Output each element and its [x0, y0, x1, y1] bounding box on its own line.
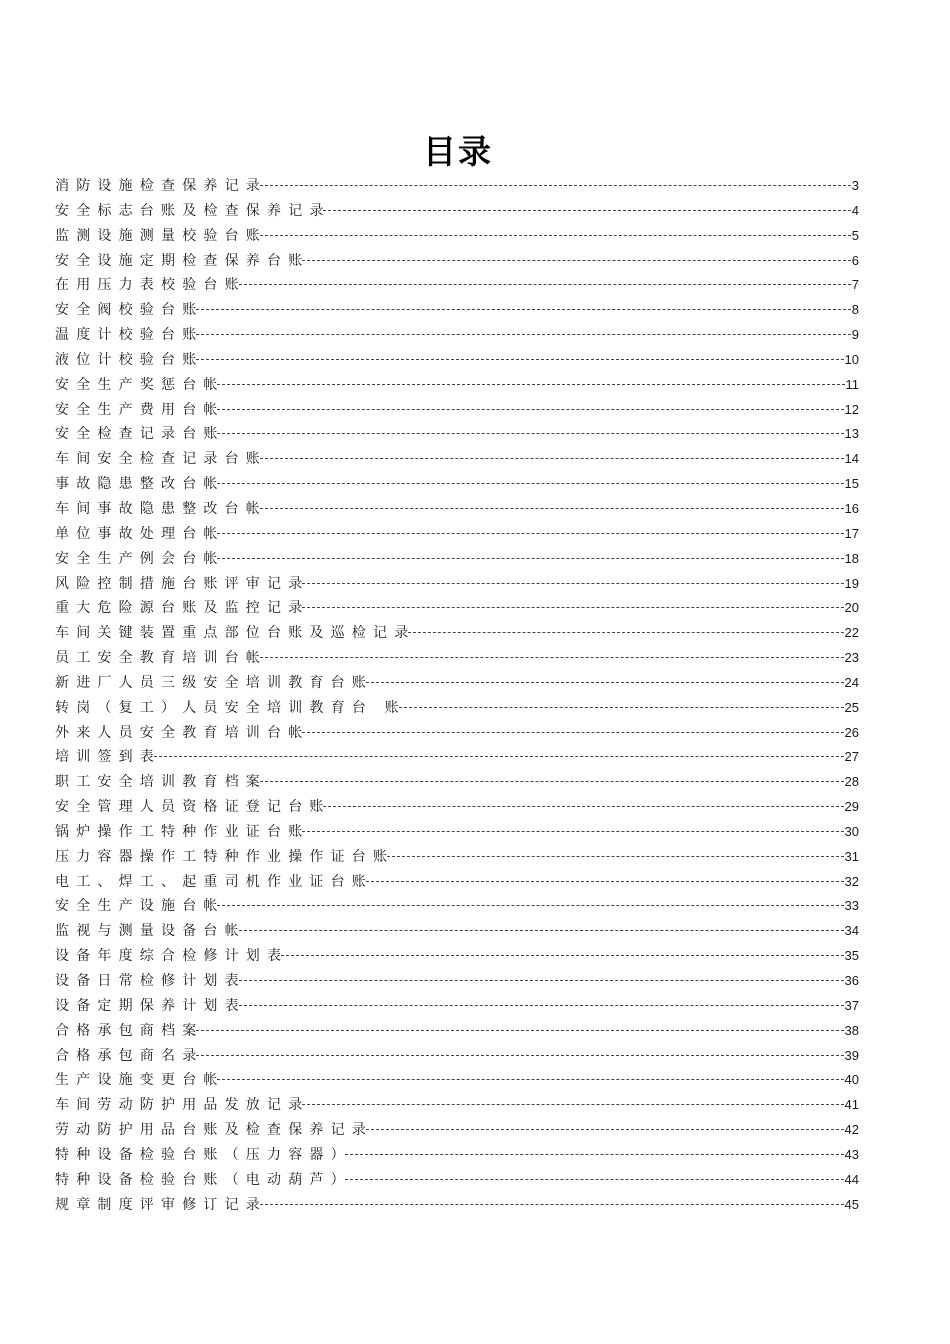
toc-entry-page-number: 29	[844, 799, 859, 815]
toc-dot-leader	[366, 881, 844, 882]
toc-entry-title: 车间事故隐患整改台帐	[55, 500, 267, 517]
toc-entry-title: 安全生产例会台帐	[55, 550, 225, 567]
toc-entry[interactable]	[55, 224, 859, 249]
toc-entry-title: 车间安全检查记录台账	[55, 451, 267, 468]
toc-entry[interactable]	[55, 174, 859, 199]
toc-entry-title: 合格承包商名录	[55, 1047, 204, 1064]
toc-entry-page-number: 19	[844, 575, 859, 591]
toc-entry[interactable]	[55, 547, 859, 572]
toc-entry-page-number: 31	[844, 848, 859, 864]
toc-entry-title: 安全设施定期检查保养台账	[55, 252, 310, 269]
toc-dot-leader	[302, 607, 843, 608]
toc-entry[interactable]	[55, 944, 859, 969]
toc-entry[interactable]	[55, 298, 859, 323]
toc-entry-page-number: 39	[844, 1047, 859, 1063]
toc-entry-page-number: 44	[844, 1171, 859, 1187]
toc-entry-title: 安全生产奖惩台帐	[55, 376, 225, 393]
toc-entry-page-number: 22	[844, 625, 859, 641]
toc-entry-page-number: 8	[851, 302, 859, 318]
toc-entry-page-number: 18	[844, 550, 859, 566]
toc-entry-page-number: 17	[844, 525, 859, 541]
toc-entry[interactable]	[55, 969, 859, 994]
toc-dot-leader	[260, 1204, 844, 1205]
toc-dot-leader	[387, 856, 844, 857]
toc-dot-leader	[196, 1055, 843, 1056]
toc-dot-leader	[345, 1179, 844, 1180]
toc-entry-page-number: 36	[844, 973, 859, 988]
toc-dot-leader	[366, 1129, 844, 1130]
toc-dot-leader	[260, 657, 844, 658]
toc-entry-title: 安全检查记录台账	[55, 426, 225, 443]
toc-entry-title: 特种设备检验台账（压力容器）	[55, 1146, 352, 1163]
toc-entry-title: 车间劳动防护用品发放记录	[55, 1097, 310, 1114]
toc-entry[interactable]	[55, 447, 859, 472]
toc-entry-title: 风险控制措施台账评审记录	[55, 575, 310, 592]
toc-dot-leader	[302, 732, 843, 733]
toc-entry[interactable]	[55, 596, 859, 621]
toc-entry-title: 规章制度评审修订记录	[55, 1196, 267, 1213]
toc-entry-page-number: 16	[844, 500, 859, 516]
toc-entry-title: 监视与测量设备台帐	[55, 923, 246, 940]
toc-entry-page-number: 33	[844, 898, 859, 914]
toc-entry[interactable]	[55, 323, 859, 348]
toc-entry-title: 温度计校验台账	[55, 327, 204, 344]
toc-entry[interactable]	[55, 795, 859, 820]
toc-entry[interactable]	[55, 770, 859, 795]
toc-entry[interactable]	[55, 721, 859, 746]
toc-entry-page-number: 25	[844, 699, 859, 715]
toc-entry[interactable]	[55, 671, 859, 696]
toc-entry-page-number: 10	[844, 351, 859, 367]
toc-entry-title: 安全管理人员资格证登记台账	[55, 799, 331, 816]
toc-entry[interactable]	[55, 1193, 859, 1218]
toc-entry-title: 监测设施测量校验台账	[55, 227, 267, 244]
toc-entry-page-number: 40	[844, 1072, 859, 1088]
toc-entry[interactable]	[55, 994, 859, 1019]
toc-entry-title: 车间关键装置重点部位台账及巡检记录	[55, 625, 416, 642]
toc-entry-page-number: 5	[851, 227, 859, 243]
toc-dot-leader	[217, 1079, 843, 1080]
toc-entry-page-number: 11	[845, 376, 859, 392]
toc-entry-title: 液位计校验台账	[55, 351, 204, 368]
toc-dot-leader	[345, 1154, 844, 1155]
toc-entry[interactable]	[55, 1093, 859, 1118]
toc-entry[interactable]	[55, 1118, 859, 1143]
toc-entry-title: 设备日常检修计划表	[55, 973, 246, 989]
toc-entry-page-number: 20	[844, 600, 859, 616]
toc-entry-page-number: 34	[844, 923, 859, 939]
toc-entry[interactable]	[55, 522, 859, 547]
toc-dot-leader	[323, 210, 850, 211]
toc-entry-page-number: 30	[844, 823, 859, 839]
toc-entry-page-number: 14	[844, 451, 859, 467]
toc-entry[interactable]	[55, 1019, 859, 1044]
toc-entry[interactable]	[55, 1044, 859, 1069]
toc-entry-title: 设备年度综合检修计划表	[55, 948, 289, 965]
toc-entry-page-number: 13	[844, 426, 859, 442]
toc-dot-leader	[366, 682, 844, 683]
toc-dot-leader	[399, 707, 844, 708]
toc-entry-page-number: 42	[844, 1122, 859, 1138]
toc-entry-title: 合格承包商档案	[55, 1022, 204, 1039]
toc-entry[interactable]	[55, 422, 859, 447]
toc-dot-leader	[239, 930, 844, 931]
toc-dot-leader	[217, 384, 844, 385]
toc-entry-title: 劳动防护用品台账及检查保养记录	[55, 1122, 373, 1139]
toc-entry-page-number: 45	[844, 1196, 859, 1212]
toc-entry[interactable]	[55, 572, 859, 597]
toc-dot-leader	[239, 1005, 844, 1006]
toc-dot-leader	[217, 558, 843, 559]
toc-entry[interactable]	[55, 373, 859, 398]
toc-dot-leader	[217, 905, 843, 906]
toc-dot-leader	[239, 980, 844, 981]
toc-dot-leader	[196, 1030, 843, 1031]
toc-entry-page-number: 12	[844, 401, 859, 417]
toc-entry[interactable]	[55, 820, 859, 845]
toc-entry[interactable]	[55, 919, 859, 944]
toc-entry-page-number: 23	[844, 650, 859, 666]
toc-dot-leader	[260, 185, 851, 186]
toc-dot-leader	[217, 409, 843, 410]
toc-dot-leader	[260, 781, 844, 782]
toc-entry[interactable]	[55, 894, 859, 919]
toc-dot-leader	[217, 433, 843, 434]
toc-dot-leader	[196, 309, 851, 310]
toc-entry-title: 安全阀校验台账	[55, 302, 204, 319]
toc-entry-page-number: 32	[844, 873, 859, 889]
toc-entry-title: 培训签到表	[55, 749, 161, 766]
toc-entry[interactable]	[55, 1143, 859, 1168]
toc-entry[interactable]	[55, 745, 859, 770]
toc-dot-leader	[196, 334, 851, 335]
toc-entry-title: 安全生产费用台帐	[55, 401, 225, 418]
toc-entry-page-number: 6	[851, 252, 859, 268]
toc-dot-leader	[239, 284, 851, 285]
toc-entry-title: 职工安全培训教育档案	[55, 774, 267, 791]
toc-entry-page-number: 4	[851, 202, 859, 218]
toc-entry-title: 锅炉操作工特种作业证台账	[55, 823, 310, 840]
toc-entry-title: 事故隐患整改台帐	[55, 476, 225, 493]
toc-entry-title: 新进厂人员三级安全培训教育台账	[55, 674, 373, 691]
toc-dot-leader	[302, 260, 851, 261]
toc-dot-leader	[217, 533, 843, 534]
toc-entry-title: 在用压力表校验台账	[55, 277, 246, 294]
toc-dot-leader	[302, 583, 843, 584]
toc-entry[interactable]	[55, 348, 859, 373]
toc-entry[interactable]	[55, 845, 859, 870]
toc-entry-page-number: 26	[844, 724, 859, 740]
toc-entry-page-number: 24	[844, 674, 859, 690]
toc-dot-leader	[323, 806, 843, 807]
toc-entry-title: 电工、焊工、起重司机作业证台账	[55, 873, 373, 890]
toc-entry-title: 员工安全教育培训台帐	[55, 650, 267, 667]
toc-dot-leader	[260, 235, 851, 236]
toc-entry-page-number: 9	[851, 327, 859, 343]
toc-entry[interactable]	[55, 1068, 859, 1093]
toc-entry[interactable]	[55, 273, 859, 298]
toc-entry-title: 转岗（复工）人员安全培训教育台 账	[55, 699, 406, 716]
toc-entry-title: 消防设施检查保养记录	[55, 178, 267, 194]
toc-entry-title: 安全生产设施台帐	[55, 898, 225, 915]
toc-entry-page-number: 41	[844, 1097, 859, 1113]
toc-entry-page-number: 43	[844, 1146, 859, 1162]
toc-dot-leader	[408, 632, 843, 633]
toc-entry[interactable]	[55, 621, 859, 646]
toc-entry[interactable]	[55, 696, 859, 721]
toc-entry[interactable]	[55, 472, 859, 497]
toc-entry-page-number: 37	[844, 997, 859, 1013]
toc-entry-page-number: 38	[844, 1022, 859, 1038]
toc-entry[interactable]	[55, 497, 859, 522]
toc-dot-leader	[260, 508, 844, 509]
toc-list	[55, 174, 859, 1217]
toc-dot-leader	[260, 458, 844, 459]
toc-heading: 目录	[423, 132, 493, 171]
toc-entry-title: 单位事故处理台帐	[55, 525, 225, 542]
toc-entry-page-number: 7	[851, 277, 859, 293]
toc-entry-title: 重大危险源台账及监控记录	[55, 600, 310, 617]
toc-dot-leader	[217, 483, 843, 484]
toc-entry-page-number: 35	[844, 948, 859, 964]
toc-entry-title: 压力容器操作工特种作业操作证台账	[55, 848, 395, 865]
toc-entry-title: 设备定期保养计划表	[55, 997, 246, 1014]
toc-dot-leader	[196, 359, 843, 360]
toc-entry-page-number: 27	[844, 749, 859, 765]
toc-entry[interactable]	[55, 1168, 859, 1193]
toc-entry-title: 生产设施变更台帐	[55, 1072, 225, 1089]
toc-entry-page-number: 28	[844, 774, 859, 790]
toc-entry[interactable]	[55, 398, 859, 423]
toc-entry-title: 特种设备检验台账（电动葫芦）	[55, 1171, 352, 1188]
toc-dot-leader	[154, 756, 844, 757]
toc-entry-title: 外来人员安全教育培训台帐	[55, 724, 310, 741]
toc-dot-leader	[302, 1104, 843, 1105]
toc-dot-leader	[302, 831, 843, 832]
toc-dot-leader	[281, 955, 844, 956]
toc-entry[interactable]	[55, 870, 859, 895]
toc-entry-page-number: 15	[844, 476, 859, 492]
toc-entry[interactable]	[55, 646, 859, 671]
toc-entry-title: 安全标志台账及检查保养记录	[55, 202, 331, 219]
toc-entry[interactable]	[55, 249, 859, 274]
toc-entry-page-number: 3	[851, 178, 859, 193]
toc-entry[interactable]	[55, 199, 859, 224]
